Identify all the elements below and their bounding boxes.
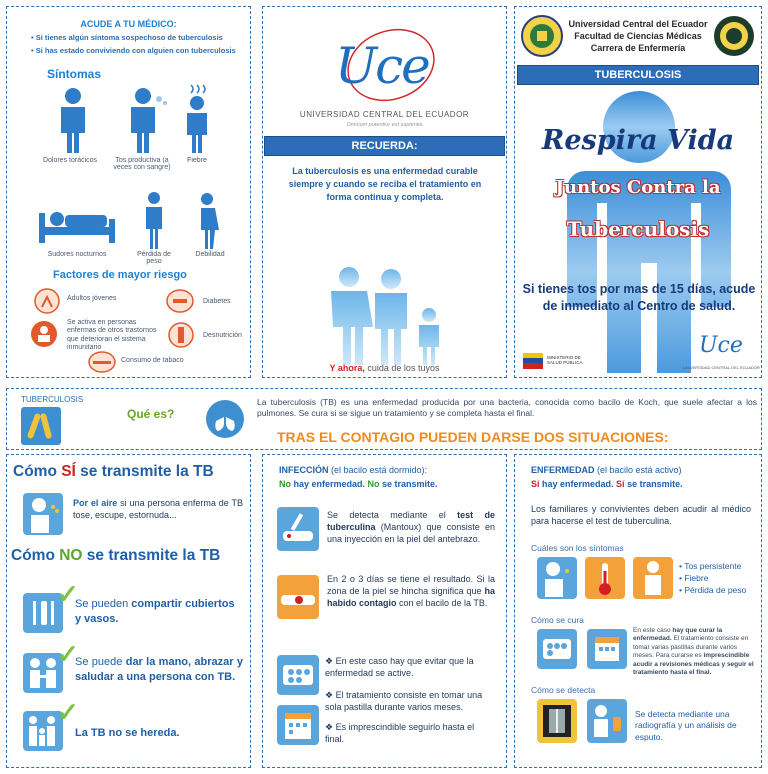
infection-paren: (el bacilo está dormido): — [328, 465, 428, 475]
risk-title: Factores de mayor riesgo — [53, 269, 187, 281]
panel-cover — [514, 6, 762, 378]
test-text — [327, 509, 495, 545]
si-2: Sí — [616, 479, 625, 489]
tobacco-icon — [87, 350, 117, 374]
no-transmite-title — [11, 547, 220, 565]
family-icon — [325, 265, 445, 369]
faculty-seal-icon — [713, 15, 755, 57]
symptom-item-1-text: Tos persistente — [684, 561, 742, 571]
cure-text — [633, 627, 755, 678]
care-footer-red: Y ahora, — [329, 363, 365, 373]
bullet-2: • Si has estado conviviendo con alguien con tuberculosis — [31, 46, 236, 55]
cover-uce-caption: UNIVERSIDAD CENTRAL DEL ECUADOR — [683, 365, 760, 370]
check-icon: ✓ — [57, 697, 79, 727]
detect-text: Se detecta mediante una radiografía y un análisis de esputo. — [635, 709, 737, 742]
bacteria-icon — [21, 407, 61, 445]
sample-icon — [587, 699, 627, 743]
remember-message: La tuberculosis es una enfermedad curable siempre y cuando se reciba el tratamiento en forma continua y completa. — [288, 166, 482, 203]
disease-paren: (el bacilo está activo) — [594, 465, 682, 475]
doctor-title: ACUDE A TU MÉDICO: — [80, 19, 177, 29]
cover-uce-logo: Uce — [699, 333, 743, 358]
no-2: No — [367, 479, 380, 489]
weakness-icon — [193, 191, 227, 251]
chest-pain-icon — [51, 87, 95, 153]
item2-text — [75, 655, 243, 685]
symptom-item-3: • Pérdida de peso — [679, 584, 747, 595]
result-text — [327, 573, 495, 609]
university-name: UNIVERSIDAD CENTRAL DEL ECUADOR — [299, 110, 470, 119]
remember-bar: RECUERDA: — [264, 136, 505, 156]
risk-2: Diabetes — [203, 298, 231, 305]
symptom-label-3: Fiebre — [187, 157, 207, 164]
disease-title — [531, 465, 682, 475]
panel-infection — [262, 454, 507, 768]
symptoms-title: Síntomas — [47, 67, 102, 81]
symptom-label-2: Tos productiva (a veces con sangre) — [113, 157, 171, 171]
injection-icon — [277, 507, 319, 551]
item1-text — [75, 597, 235, 627]
diabetes-icon — [165, 287, 195, 315]
infection-subtitle — [279, 479, 438, 489]
test-pre: Se detecta mediante el — [327, 510, 458, 520]
item1-pre: Se pueden — [75, 598, 132, 610]
cover-message: Si tienes tos por mas de 15 días, acude de inmediato al Centro de salud. — [522, 282, 756, 313]
si-word: SÍ — [61, 463, 76, 480]
check-icon: ✓ — [57, 639, 79, 669]
pills-cure-icon — [537, 629, 577, 669]
detect-caption: Cómo se detecta — [531, 685, 596, 695]
panel-transmission — [6, 454, 251, 768]
risk-1: Adultos jóvenes — [67, 295, 117, 302]
tuberculosis-bar: TUBERCULOSIS — [517, 65, 759, 85]
motto: Omnium potentior est sapientia — [346, 122, 423, 128]
header-line-3: Carrera de Enfermería — [590, 43, 686, 53]
cure-bold: hay que curar la enfermedad. — [633, 627, 723, 643]
cure-caption: Cómo se cura — [531, 615, 584, 625]
immune-icon — [29, 319, 59, 349]
calendar-cure-icon — [587, 629, 627, 669]
bullet-text-2: El tratamiento consiste en tomar una sola pastilla durante varios meses. — [325, 690, 483, 713]
infection-title — [279, 465, 427, 475]
si-post: se transmite la TB — [75, 463, 214, 480]
weight-icon — [633, 557, 673, 599]
bullet-text-1: En este caso hay que evitar que la enfermedad se active. — [325, 656, 474, 679]
disease-subtitle — [531, 479, 683, 489]
calendar-icon — [277, 705, 319, 745]
symptom-item-3-text: Pérdida de peso — [684, 584, 747, 595]
ministry-text: MINISTERIO DE SALUD PÚBLICA — [547, 355, 583, 365]
header-line-2: Facultad de Ciencias Médicas — [574, 31, 702, 41]
tb-tag: TUBERCULOSIS — [21, 395, 84, 404]
cure-mid: El tratamiento consiste en tomar varias pastillas durante varios meses. Para curarse es — [633, 635, 749, 660]
arm-reaction-icon — [277, 575, 319, 619]
check-icon: ✓ — [57, 579, 79, 609]
cough-icon — [125, 87, 169, 153]
symptom-label-4: Sudores nocturnos — [47, 251, 107, 258]
no-post: se transmite la TB — [82, 547, 221, 564]
symptom-label-5: Pérdida de peso — [137, 251, 171, 265]
panel-remember — [262, 6, 507, 378]
item1-bold: compartir cubiertos y vasos. — [75, 598, 235, 625]
infection-bullet-1: ❖ En este caso hay que evitar que la enfermedad se active. — [325, 656, 474, 679]
result-post: con el bacilo de la TB. — [396, 598, 488, 609]
symptom-item-2-text: Fiebre — [684, 572, 709, 583]
definition-strip — [6, 388, 762, 450]
pills-icon — [277, 655, 319, 695]
symptom-label-1: Dolores torácicos — [42, 157, 98, 164]
test-post: (Mantoux) que consiste en una inyección en la piel del antebrazo. — [327, 522, 495, 545]
infection-word: INFECCIÓN — [279, 465, 329, 475]
symptom-label-6: Debilidad — [195, 251, 225, 258]
result-bold: ha habido contagio — [327, 586, 495, 609]
lungs-icon — [205, 399, 245, 439]
risk-4: Desnutrición — [203, 332, 242, 339]
cure-bold2: imprescindible acudir a revisiones médicas y seguir el tratamiento hasta el final. — [633, 652, 754, 677]
symptom-item-2: • Fiebre — [679, 572, 709, 583]
item2-pre: Se puede — [75, 656, 126, 668]
result-pre: En 2 o 3 días se tiene el resultado. Si la zona de la piel se hincha significa que — [327, 574, 495, 597]
test-bold: test de tuberculina — [327, 510, 496, 533]
header-line-1: Universidad Central del Ecuador — [568, 19, 708, 29]
fever-icon — [181, 83, 217, 153]
young-adults-icon — [33, 287, 61, 315]
disease-rest-1: hay enfermedad. — [539, 479, 617, 489]
panel-symptoms — [6, 6, 251, 378]
night-sweats-icon — [37, 203, 117, 245]
risk-3: Se activa en personas enfermas de otros trastornos que deterioran el sistema inmunitario — [67, 319, 157, 352]
item2-bold: dar la mano, abrazar y saludar a una persona con TB. — [75, 656, 243, 683]
infection-bullet-3: ❖ Es imprescindible seguirlo hasta el final. — [325, 722, 475, 745]
symptom-item-1: • Tos persistente — [679, 561, 742, 571]
panel-disease — [514, 454, 762, 768]
item3-text: La TB no se hereda. — [75, 727, 180, 739]
bullet-text-3: Es imprescindible seguirlo hasta el final. — [325, 722, 475, 745]
si-transmite-title — [13, 463, 214, 481]
title-respira: Respira Vida — [541, 125, 735, 156]
bullet-1: • Si tienes algún síntoma sospechoso de tuberculosis — [31, 33, 223, 42]
symptoms-caption: Cuáles son los síntomas — [531, 543, 624, 553]
air-rest: si una persona enferma de TB tose, escupe, estornuda... — [73, 498, 243, 521]
disease-intro: Los familiares y convivientes deben acudir al médico para hacerse el test de tuberculina. — [531, 504, 751, 527]
care-footer-rest: cuida de los tuyos — [364, 363, 440, 373]
disease-word: ENFERMEDAD — [531, 465, 595, 475]
ministry-logo-icon — [523, 353, 543, 369]
cough-person-icon — [537, 557, 577, 599]
title-juntos: Juntos Contra la — [555, 177, 721, 198]
cure-pre: En este caso — [633, 627, 673, 634]
xray-icon — [537, 699, 577, 743]
title-tuberculosis: Tuberculosis — [566, 217, 710, 241]
definition-text: La tuberculosis (TB) es una enfermedad producida por una bacteria, conocida como bacilo de Koch, que suele afectar a los pulmones. Se cura si se sigue un tratamiento y se completa hasta el final. — [257, 397, 757, 419]
si-pre: Cómo — [13, 463, 62, 480]
two-situations-headline: TRAS EL CONTAGIO PUEDEN DARSE DOS SITUACIONES: — [277, 429, 669, 445]
que-es: Qué es? — [127, 407, 175, 421]
air-bold: Por el aire — [73, 498, 118, 508]
no-pre: Cómo — [11, 547, 60, 564]
si-1: Sí — [531, 479, 540, 489]
sub-rest-2: se transmite. — [379, 479, 438, 489]
symptom-list — [679, 561, 746, 597]
no-word: NO — [59, 547, 83, 564]
thermometer-icon — [585, 557, 625, 599]
uce-logo-text: Uce — [335, 37, 429, 95]
sneeze-icon — [23, 493, 63, 535]
weight-loss-icon — [137, 191, 171, 251]
malnutrition-icon — [167, 321, 195, 349]
care-footer — [263, 363, 506, 373]
infection-bullet-2: ❖ El tratamiento consiste en tomar una sola pastilla durante varios meses. — [325, 690, 483, 713]
sub-rest-1: hay enfermedad. — [291, 479, 368, 489]
air-text — [73, 497, 243, 521]
no-1: No — [279, 479, 291, 489]
disease-rest-2: se transmite. — [624, 479, 683, 489]
risk-5: Consumo de tabaco — [121, 357, 184, 364]
